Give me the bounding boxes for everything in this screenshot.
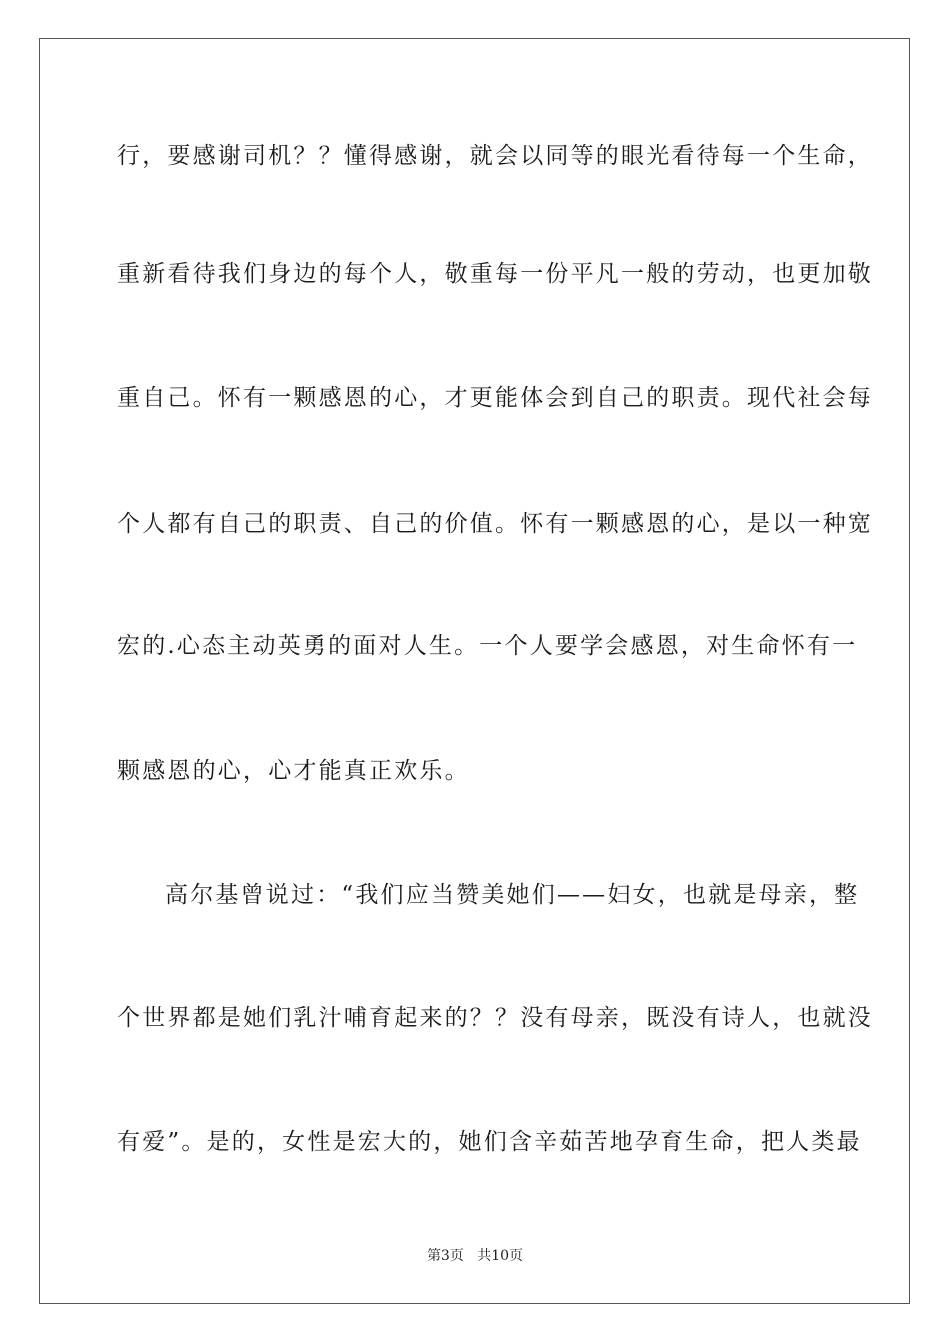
text-line-2: 重新看待我们身边的每个人，敬重每一份平凡一般的劳动，也更加敬 — [117, 261, 873, 287]
text-line-4: 个人都有自己的职责、自己的价值。怀有一颗感恩的心，是以一种宽 — [117, 511, 873, 537]
page-number: 第3页 — [426, 1248, 464, 1264]
text-line-1: 行，要感谢司机？？懂得感谢，就会以同等的眼光看待每一个生命， — [117, 143, 873, 169]
page-border — [39, 38, 910, 1304]
text-line-5: 宏的.心态主动英勇的面对人生。一个人要学会感恩，对生命怀有一 — [117, 633, 858, 659]
text-line-3: 重自己。怀有一颗感恩的心，才更能体会到自己的职责。现代社会每 — [117, 385, 873, 411]
text-line-7-paragraph-start: 高尔基曾说过：“我们应当赞美她们——妇女，也就是母亲，整 — [165, 882, 860, 908]
page-total: 共10页 — [477, 1248, 524, 1264]
text-line-8: 个世界都是她们乳汁哺育起来的？？没有母亲，既没有诗人，也就没 — [117, 1005, 873, 1031]
page-footer — [0, 1247, 950, 1265]
text-line-6: 颗感恩的心，心才能真正欢乐。 — [117, 758, 470, 784]
text-line-9: 有爱”。是的，女性是宏大的，她们含辛茹苦地孕育生命，把人类最 — [117, 1129, 862, 1155]
